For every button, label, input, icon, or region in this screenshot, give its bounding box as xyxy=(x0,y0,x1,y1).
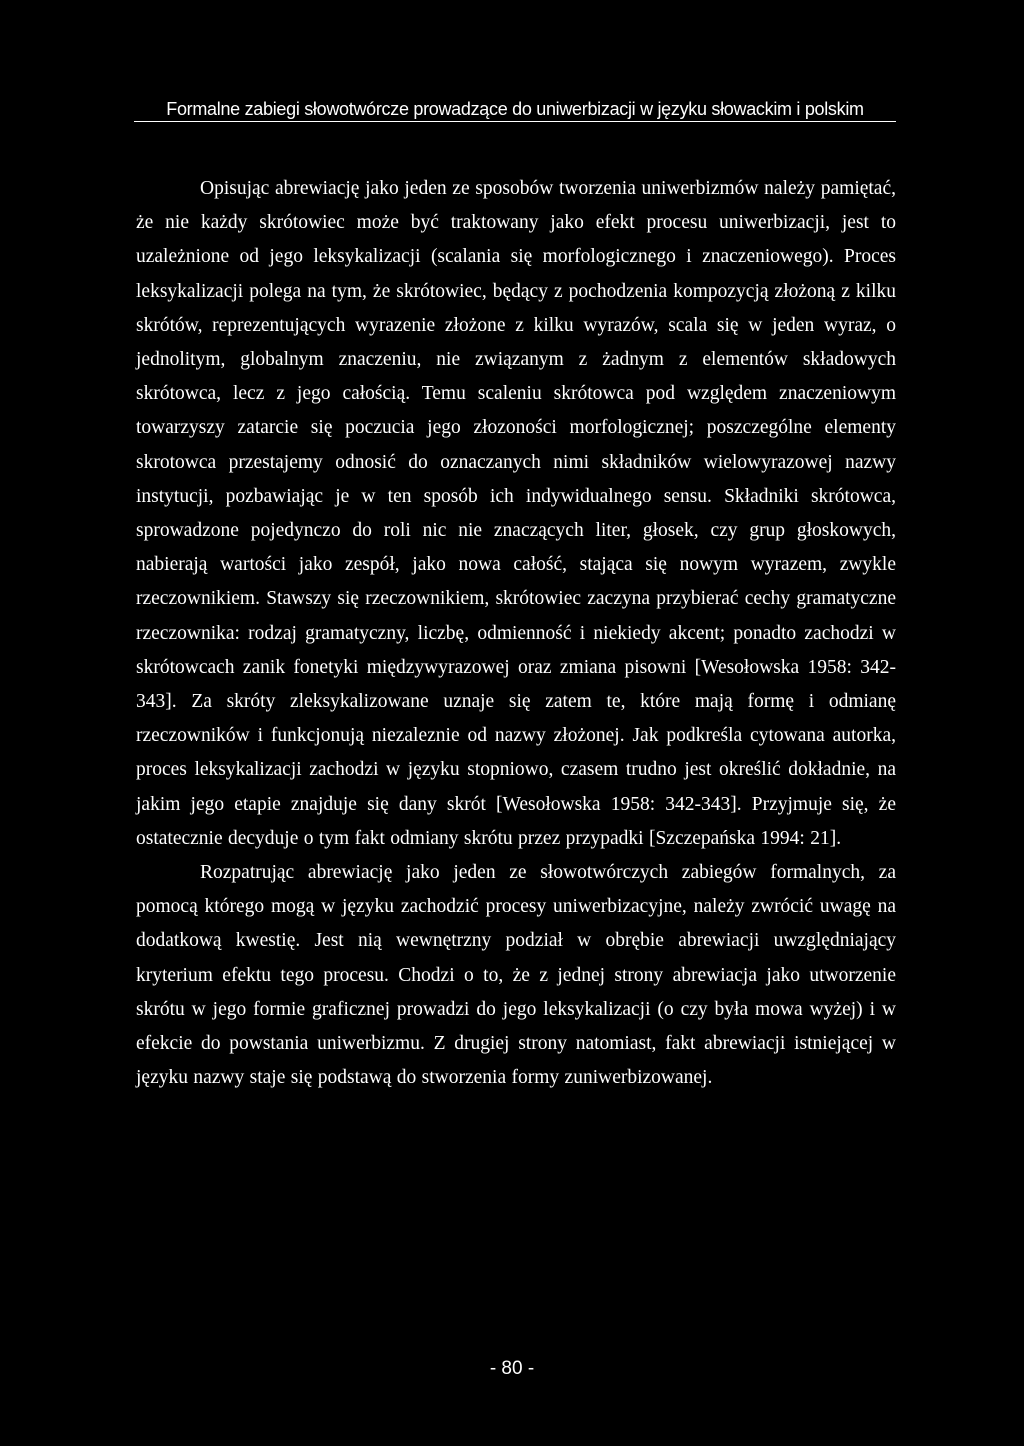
running-header: Formalne zabiegi słowotwórcze prowadzące do uniwerbizacji w języku słowackim i polskim xyxy=(166,99,864,119)
paragraph-2: Rozpatrując abrewiację jako jeden ze słowotwórczych zabiegów formalnych, za pomocą którego mogą w języku zachodzić procesy uniwerbizacyjne, należy zwrócić uwagę na dodatkową kwestię. Jest nią wewnętrzny podział w obrębie abrewiacji uwzględniający kryterium efektu tego procesu. Chodzi o to, że z jednej strony abrewiacja jako utworzenie skrótu w jego formie graficznej prowadzi do jego leksykalizacji (o czy była mowa wyżej) i w efekcie do powstania uniwerbizmu. Z drugiej strony natomiast, fakt abrewiacji istniejącej w języku nazwy staje się podstawą do stworzenia formy zuniwerbizowanej. xyxy=(136,862,896,1089)
page-number: - 80 - xyxy=(489,1358,535,1379)
header-rule xyxy=(134,121,896,122)
body-text xyxy=(136,172,896,1095)
paragraph-1: Opisując abrewiację jako jeden ze sposobów tworzenia uniwerbizmów należy pamiętać, że nie każdy skrótowiec może być traktowany jako efekt procesu uniwerbizacji, jest to uzależnione od jego leksykalizacji (scalania się morfologicznego i znaczeniowego). Proces leksykalizacji polega na tym, że skrótowiec, będący z pochodzenia kompozycją złożoną z kilku skrótów, reprezentujących wyrazenie złożone z kilku wyrazów, scala się w jeden wyraz, o jednolitym, globalnym znaczeniu, nie związanym z żadnym z elementów składowych skrótowca, lecz z jego całością. Temu scaleniu skrótowca pod względem znaczeniowym towarzyszy zatarcie się poczucia jego złozoności morfologicznej; poszczególne elementy skrotowca przestajemy odnosić do oznaczanych nimi składników wielowyrazowej nazwy instytucji, pozbawiając je w ten sposób ich indywidualnego sensu. Składniki skrótowca, sprowadzone pojedynczo do roli nic nie znaczących liter, głosek, czy grup głoskowych, nabierają wartości jako zespół, jako nowa całość, stająca się nowym wyrazem, zwykle rzeczownikiem. Stawszy się rzeczownikiem, skrótowiec zaczyna przybierać cechy gramatyczne rzeczownika: rodzaj gramatyczny, liczbę, odmienność i niekiedy akcent; ponadto zachodzi w skrótowcach zanik fonetyki międzywyrazowej oraz zmiana pisowni [Wesołowska 1958: 342-343]. Za skróty zleksykalizowane uznaje się zatem te, które mają formę i odmianę rzeczowników i funkcjonują niezaleznie od nazwy złożonej. Jak podkreśla cytowana autorka, proces leksykalizacji zachodzi w języku stopniowo, czasem trudno jest określić dokładnie, na jakim jego etapie znajduje się dany skrót [Wesołowska 1958: 342-343]. Przyjmuje się, że ostatecznie decyduje o tym fakt odmiany skrótu przez przypadki [Szczepańska 1994: 21]. xyxy=(136,178,896,849)
